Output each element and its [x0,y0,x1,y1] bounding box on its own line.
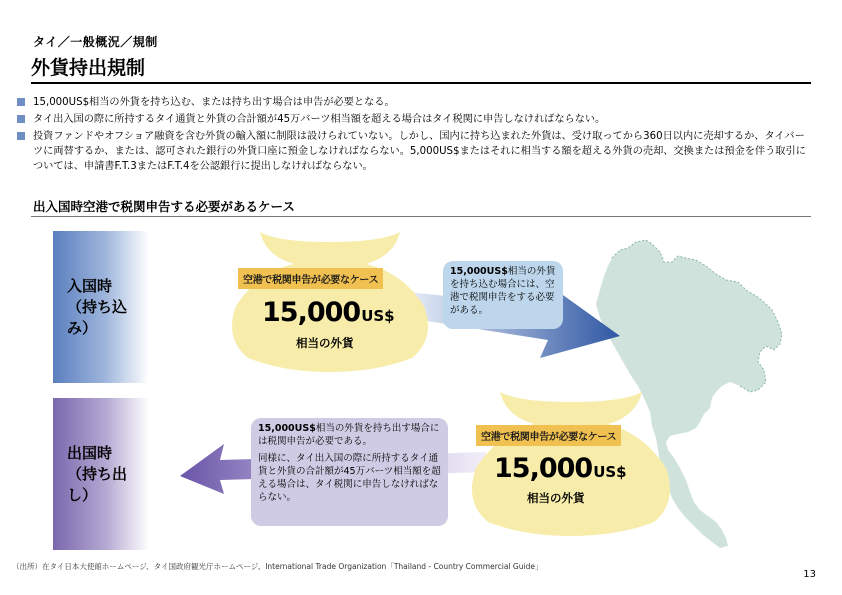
entry-bag-label: 空港で税関申告が必要なケース [238,268,383,289]
entry-callout [443,261,563,329]
exit-bag-label: 空港で税関申告が必要なケース [476,425,621,446]
exit-amount-value: 15,000 [494,453,593,484]
entry-amount-sub: 相当の外貨 [296,336,354,350]
exit-callout-text1: 相当の外貨を持ち出す場合には税関申告が必要である。 [258,423,440,447]
exit-callout-text2: 同様に、タイ出入国の際に所持するタイ通貨と外貨の合計額が45万バーツ相当額を超える場合は、タイ税関に申告しなければならない。 [258,453,441,503]
entry-amount [262,297,395,328]
exit-label-line1: 出国時 [67,443,113,462]
breadcrumb: タイ／一般概況／規制 [33,35,158,49]
title-divider [31,82,811,84]
entry-callout-amount: 15,000US$ [450,266,508,277]
bullet-item: タイ出入国の際に所持するタイ通貨と外貨の合計額が45万バーツ相当額を超える場合はタイ税関に申告しなければならない。 [16,112,811,127]
page-number: 13 [803,569,816,580]
entry-label-line1: 入国時 [67,276,113,295]
entry-amount-value: 15,000 [262,297,361,328]
entry-callout-text: 相当の外貨を持ち込む場合には、空港で税関申告をする必要がある。 [450,266,556,316]
bullet-item: 15,000US$相当の外貨を持ち込む、または持ち出す場合は申告が必要となる。 [16,95,811,110]
entry-panel [53,231,149,383]
exit-callout [251,418,448,526]
source-note: （出所）在タイ日本大使館ホームページ、タイ国政府観光庁ホームページ、International Trade Organization「Thailand - Country Commercial Guide」 [12,562,543,571]
section-heading: 出入国時空港で税関申告する必要があるケース [33,199,295,214]
entry-amount-unit: US$ [361,307,395,325]
bullet-list [16,95,811,176]
exit-amount [494,453,627,484]
entry-label-line2: （持ち込み） [67,297,128,337]
page-title: 外貨持出規制 [31,57,146,79]
exit-amount-unit: US$ [593,463,627,481]
exit-amount-sub: 相当の外貨 [527,491,585,505]
exit-label-line2: （持ち出し） [67,464,128,504]
exit-callout-amount: 15,000US$ [258,423,316,434]
section-divider [31,216,811,217]
bullet-item: 投資ファンドやオフショア融資を含む外貨の輸入額に制限は設けられていない。しかし、国内に持ち込まれた外貨は、受け取ってから360日以内に売却するか、タイバーツに両替するか、または、認可された銀行の外貨口座に預金しなければならない。5,000US$またはそれに相当する額を超える外貨の売却、交換または預金を伴う取引については、申請書F.T.3またはF.T.4を公認銀行に提出しなければならない。 [16,129,811,174]
exit-panel [53,398,149,550]
